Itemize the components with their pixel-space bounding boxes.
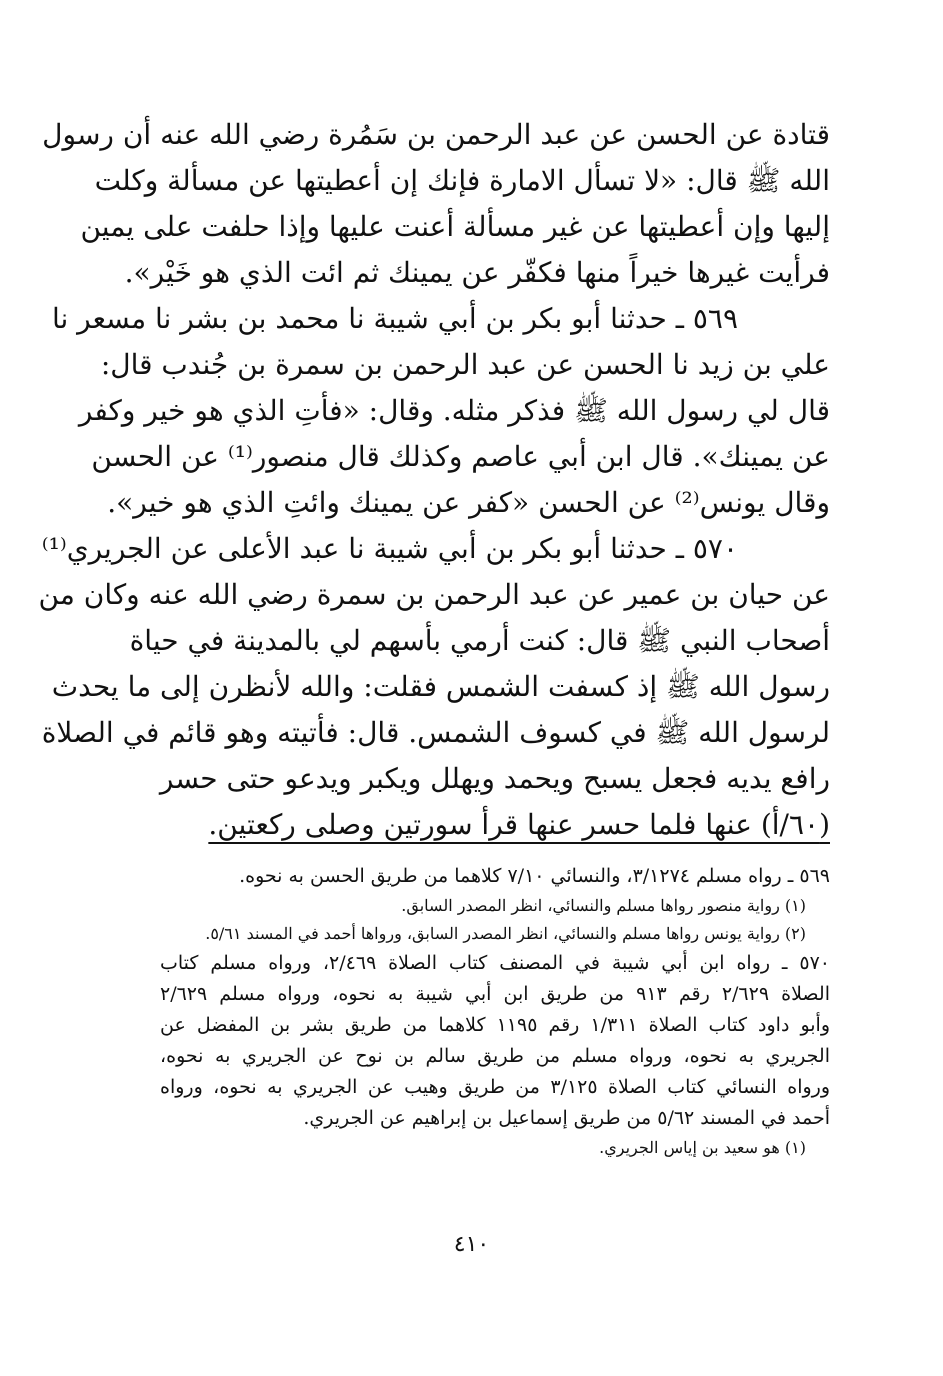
text-line: رافع يديه فجعل يسبح ويحمد ويهلل ويكبر ويدعو حتى حسر: [159, 762, 830, 795]
text-line: وقال يونس⁽²⁾ عن الحسن «كفر عن يمينك وائتِ الذي هو خير».: [107, 486, 830, 519]
footnote-line: الصلاة ٢/٦٢٩ رقم ٩١٣ من طريق ابن أبي شيبة به نحوه، ورواه مسلم ٢/٦٢٩: [160, 983, 830, 1005]
hadith-570-start: ٥٧٠ ـ حدثنا أبو بكر بن أبي شيبة نا عبد الأعلى عن الجريري⁽¹⁾: [41, 532, 738, 565]
text-line: قتادة عن الحسن عن عبد الرحمن بن سَمُرة رضي الله عنه أن رسول: [42, 118, 830, 151]
text-line: إليها وإن أعطيتها عن غير مسألة أعنت عليها وإذا حلفت على يمين: [80, 210, 830, 243]
text-line: رسول الله ﷺ إذ كسفت الشمس فقلت: والله لأنظرن إلى ما يحدث: [51, 670, 830, 703]
main-text: [38, 112, 830, 848]
text-line: لرسول الله ﷺ في كسوف الشمس. قال: فأتيته وهو قائم في الصلاة: [41, 716, 830, 749]
footnote-line: ٥٦٩ ـ رواه مسلم ٣/١٢٧٤، والنسائي ٧/١٠ كلاهما من طريق الحسن به نحوه.: [239, 865, 830, 887]
text-line: عن يمينك». قال ابن أبي عاصم وكذلك قال منصور⁽¹⁾ عن الحسن: [91, 440, 830, 473]
text-line: (٦٠/أ) عنها فلما حسر عنها قرأ سورتين وصلى ركعتين.: [208, 808, 830, 841]
text-line: فرأيت غيرها خيراً منها فكفّر عن يمينك ثم ائت الذي هو خَيْر».: [124, 256, 830, 289]
text-line: الله ﷺ قال: «لا تسأل الامارة فإنك إن أعطيتها عن مسألة وكلت: [94, 164, 830, 197]
hadith-569-start: ٥٦٩ ـ حدثنا أبو بكر بن أبي شيبة نا محمد بن بشر نا مسعر نا: [51, 302, 738, 335]
footnote-line: وأبو داود كتاب الصلاة ١/٣١١ رقم ١١٩٥ كلاهما من طريق بشر بن المفضل عن: [160, 1014, 830, 1036]
footnote-line: (١) هو سعيد بن إياس الجريري.: [599, 1138, 806, 1157]
text-line: علي بن زيد نا الحسن عن عبد الرحمن بن سمرة بن جُندب قال:: [100, 348, 830, 381]
footnote-line: الجريري به نحوه، ورواه مسلم من طريق سالم بن نوح عن الجريري به نحوه،: [160, 1045, 830, 1067]
text-line: عن حيان بن عمير عن عبد الرحمن بن سمرة رضي الله عنه وكان من: [38, 578, 830, 611]
footnote-line: (١) رواية منصور رواها مسلم والنسائي، انظر المصدر السابق.: [401, 896, 806, 915]
footnotes: [160, 860, 830, 1162]
text-line: أصحاب النبي ﷺ قال: كنت أرمي بأسهم لي بالمدينة في حياة: [129, 624, 830, 657]
footnote-line: أحمد في المسند ٥/٦٢ من طريق إسماعيل بن إبراهيم عن الجريري.: [303, 1107, 830, 1129]
text-line: قال لي رسول الله ﷺ فذكر مثله. وقال: «فأتِ الذي هو خير وكفر: [78, 394, 830, 427]
page-number: ٤١٠: [453, 1232, 490, 1257]
footnote-line: ورواه النسائي كتاب الصلاة ٣/١٢٥ من طريق وهيب عن الجريري به نحوه، ورواه: [160, 1076, 831, 1098]
footnote-line: ٥٧٠ ـ رواه ابن أبي شيبة في المصنف كتاب الصلاة ٢/٤٦٩، ورواه مسلم كتاب: [160, 952, 830, 974]
footnote-line: (٢) رواية يونس رواها مسلم والنسائي، انظر المصدر السابق، ورواها أحمد في المسند ٥/٦١.: [205, 924, 806, 943]
